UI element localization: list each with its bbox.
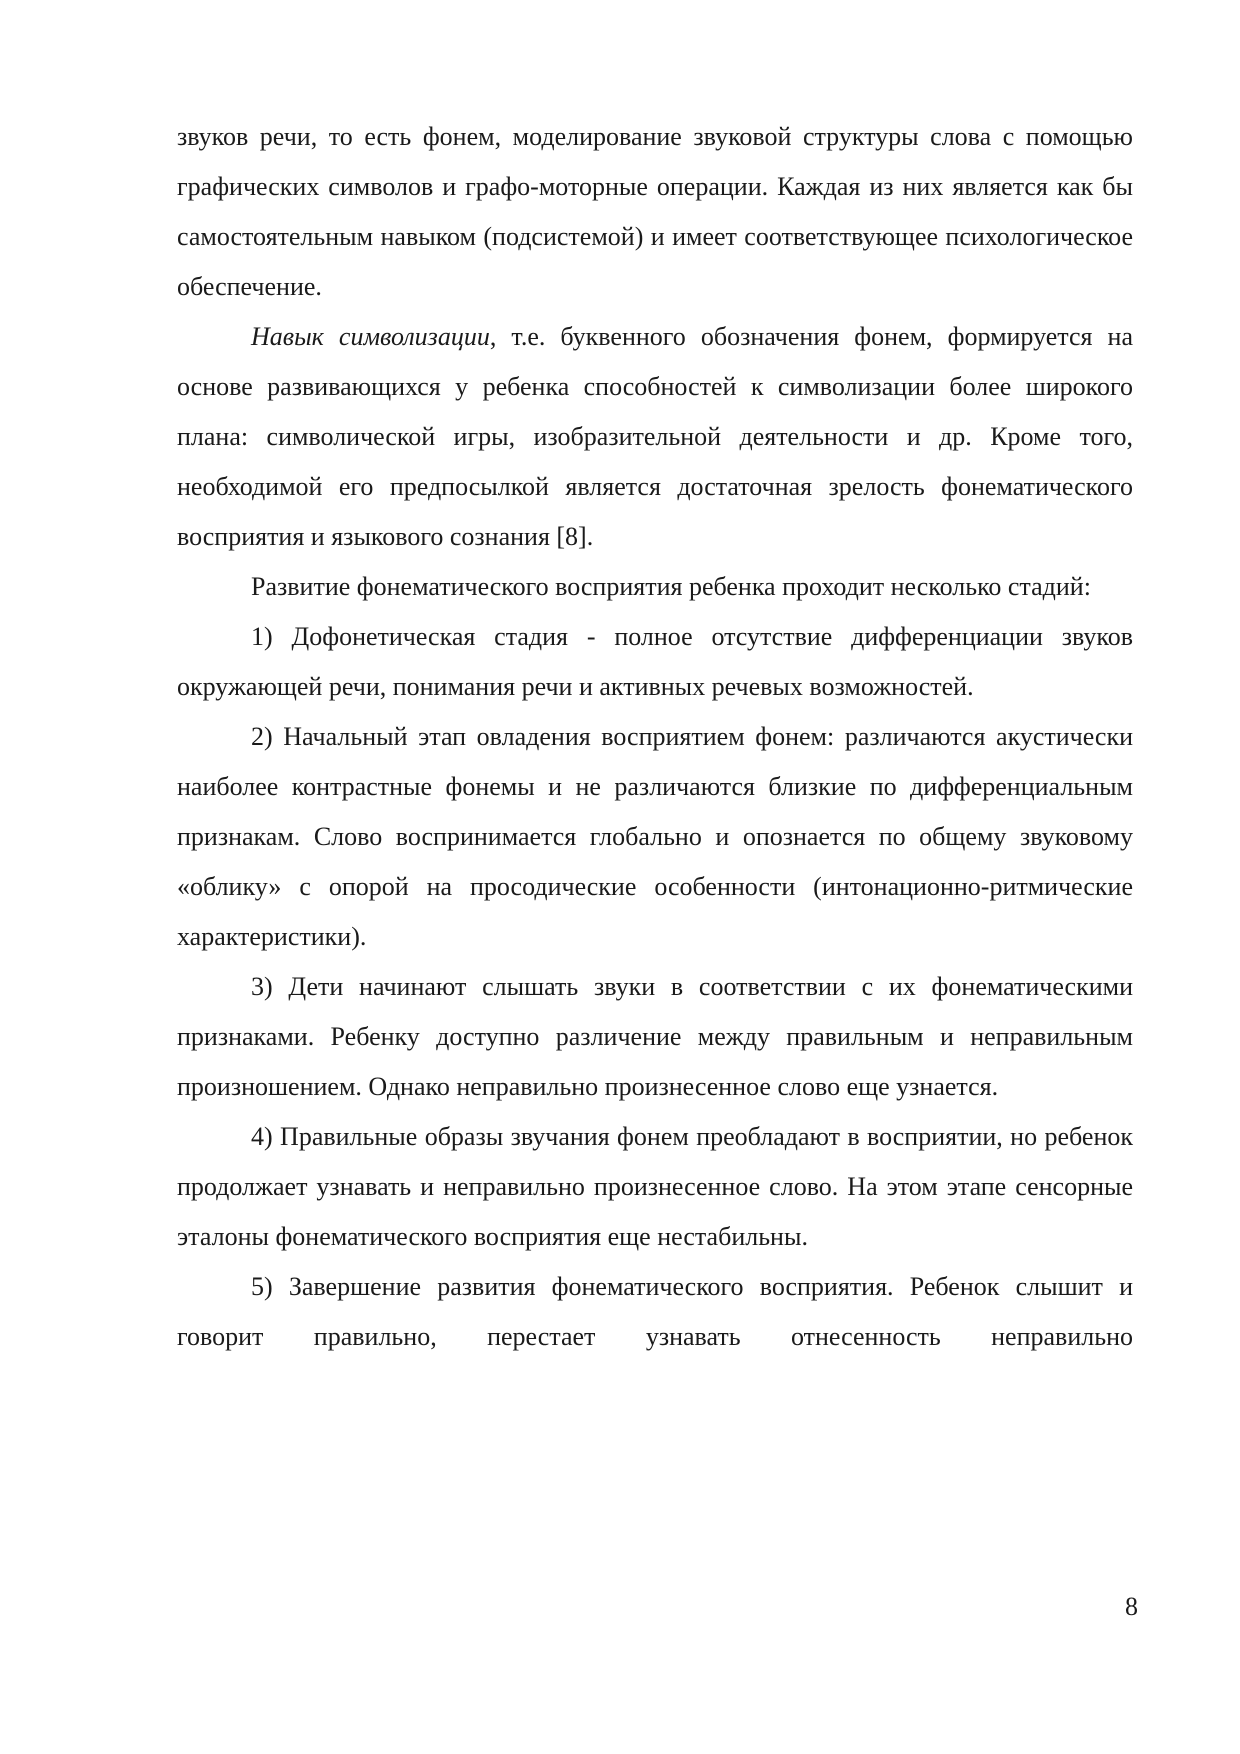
paragraph-text: 2) Начальный этап овладения восприятием фонем: различаются акустически наиболее контрастные фонемы и не различаются близкие по дифференциальным признакам. Слово воспринимается глобально и опознается по общему звуковому «облику» с опорой на просодические особенности (интонационно-ритмические характеристики). xyxy=(177,722,1133,951)
paragraph-stage-4 xyxy=(177,1112,1133,1262)
italic-term: Навык символизации xyxy=(251,322,490,351)
text-body xyxy=(177,112,1133,1362)
paragraph-continuation xyxy=(177,112,1133,312)
paragraph-text: звуков речи, то есть фонем, моделирование звуковой структуры слова с помощью графических символов и графо-моторные операции. Каждая из них является как бы самостоятельным навыком (подсистемой) и имеет соответствующее психологическое обеспечение. xyxy=(177,122,1133,301)
paragraph-stage-1 xyxy=(177,612,1133,712)
paragraph-stage-3 xyxy=(177,962,1133,1112)
paragraph-stage-2 xyxy=(177,712,1133,962)
paragraph-text: Развитие фонематического восприятия ребенка проходит несколько стадий: xyxy=(251,572,1091,601)
paragraph-text: 1) Дофонетическая стадия - полное отсутствие дифференциации звуков окружающей речи, понимания речи и активных речевых возможностей. xyxy=(177,622,1133,701)
paragraph-text: , т.е. буквенного обозначения фонем, формируется на основе развивающихся у ребенка способностей к символизации более широкого плана: символической игры, изобразительной деятельности и др. Кроме того, необходимой его предпосылкой является достаточная зрелость фонематического восприятия и языкового сознания [8]. xyxy=(177,322,1133,551)
page-number: 8 xyxy=(1125,1592,1138,1621)
paragraph-text: 5) Завершение развития фонематического восприятия. Ребенок слышит и говорит правильно, перестает узнавать отнесенность неправильно xyxy=(177,1272,1133,1351)
paragraph-text: 4) Правильные образы звучания фонем преобладают в восприятии, но ребенок продолжает узнавать и неправильно произнесенное слово. На этом этапе сенсорные эталоны фонематического восприятия еще нестабильны. xyxy=(177,1122,1133,1251)
paragraph-stages-intro xyxy=(177,562,1133,612)
paragraph-symbolization-skill xyxy=(177,312,1133,562)
paragraph-stage-5 xyxy=(177,1262,1133,1362)
paragraph-text: 3) Дети начинают слышать звуки в соответствии с их фонематическими признаками. Ребенку доступно различение между правильным и неправильным произношением. Однако неправильно произнесенное слово еще узнается. xyxy=(177,972,1133,1101)
